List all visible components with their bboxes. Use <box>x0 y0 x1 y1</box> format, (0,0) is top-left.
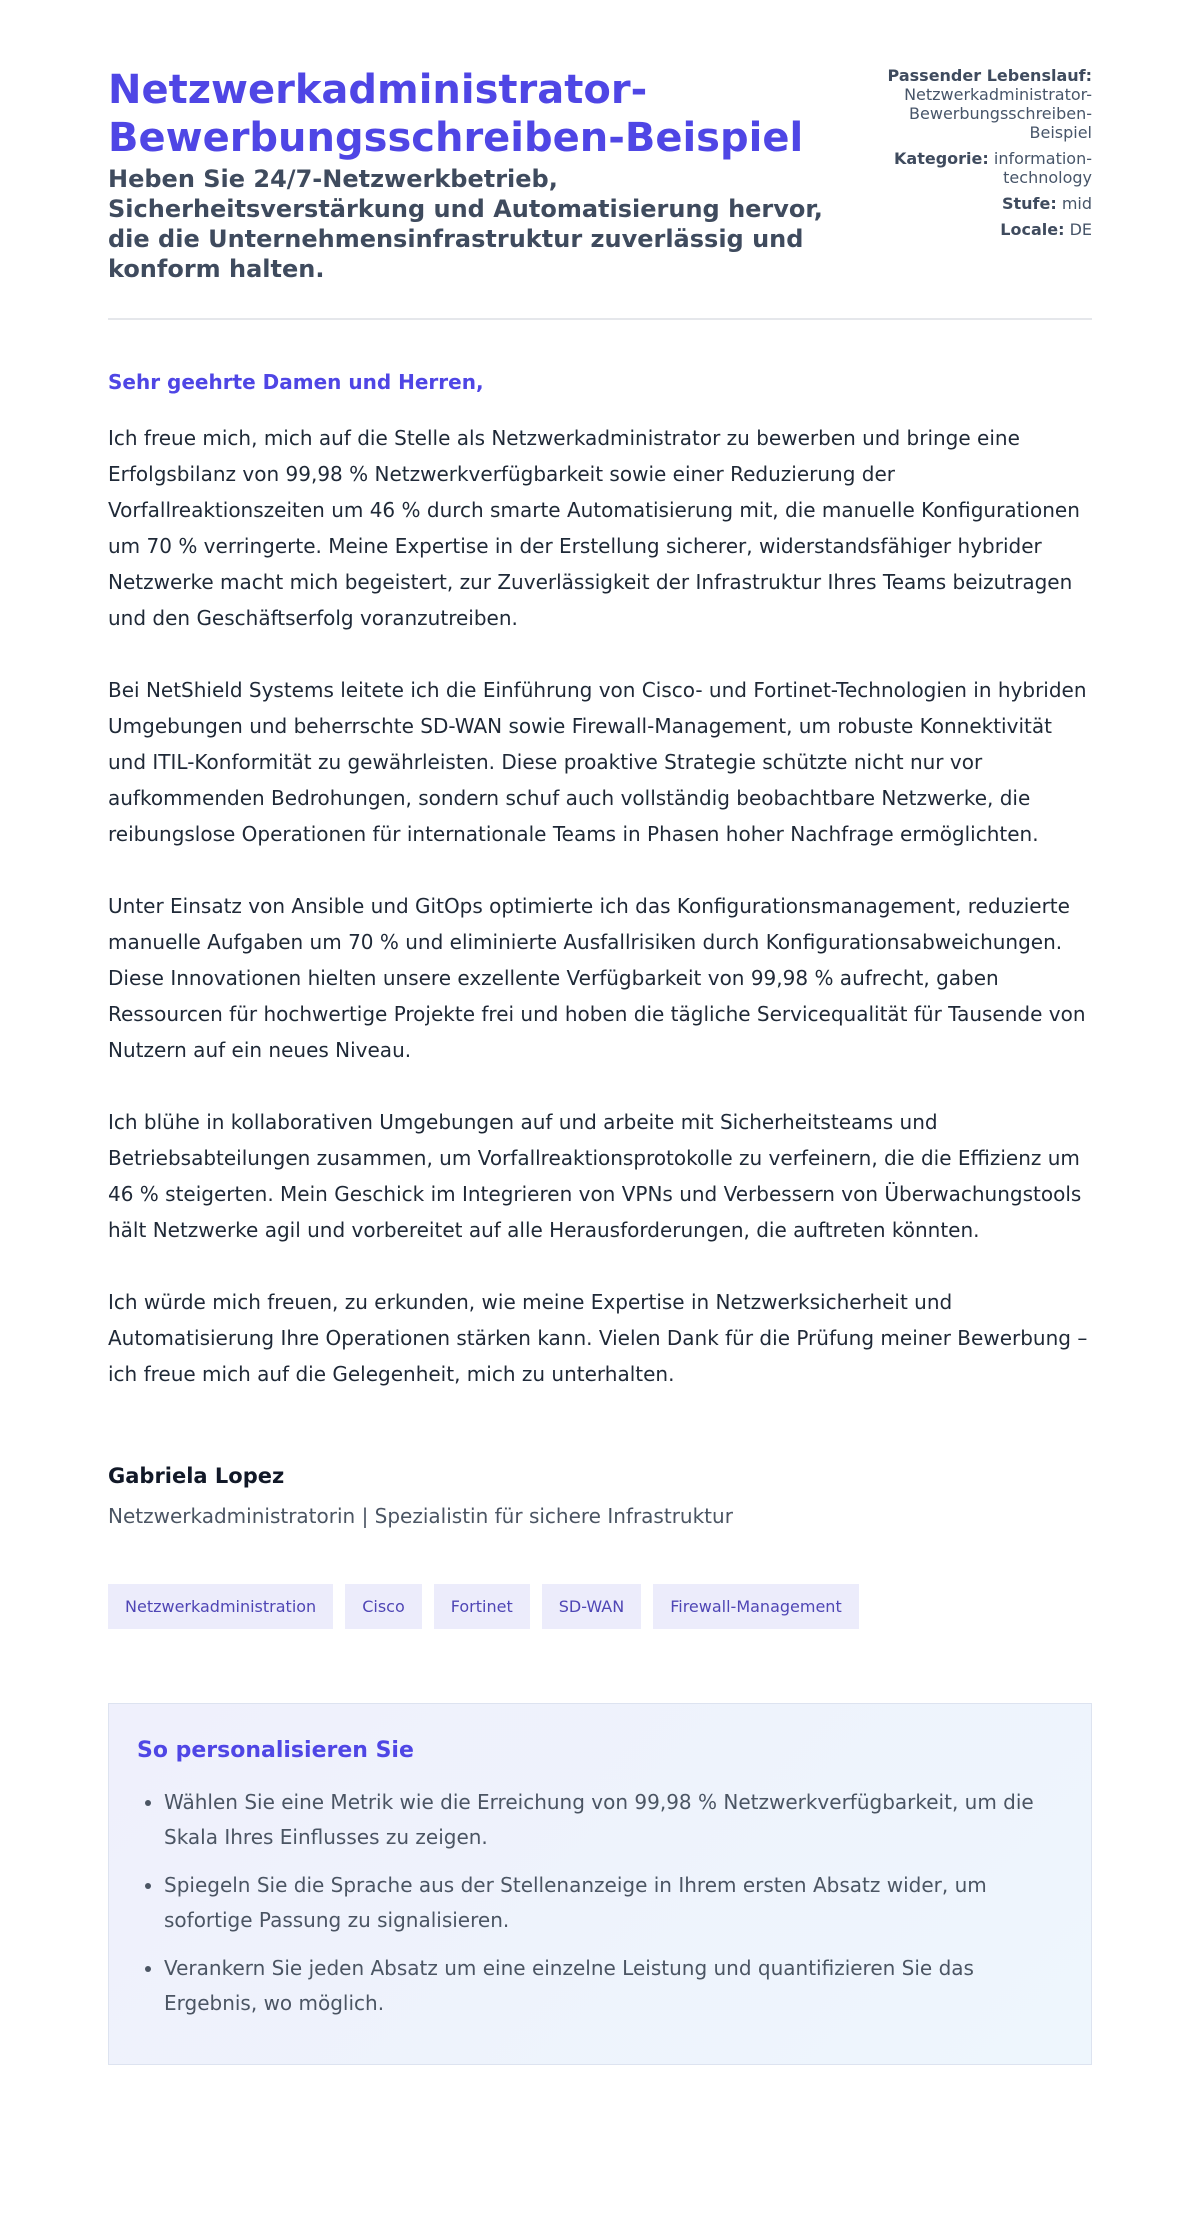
letter-paragraph: Bei NetShield Systems leitete ich die Einführung von Cisco- und Fortinet-Technologien in hybriden Umgebungen und beherrschte SD-WAN sowie Firewall-Management, um robuste Konnektivität und ITIL-Konformität zu gewährleisten. Diese proaktive Strategie schützte nicht nur vor aufkommenden Bedrohungen, sondern schuf auch vollständig beobachtbare Netzwerke, die reibungslose Operationen für internationale Teams in Phasen hoher Nachfrage ermöglichten. <box>108 678 1087 846</box>
meta-locale-label: Locale: <box>1000 220 1065 239</box>
signature-role: Netzwerkadministratorin | Spezialistin für sichere Infrastruktur <box>108 1504 733 1528</box>
page-header <box>108 66 1092 320</box>
signature-name: Gabriela Lopez <box>108 1464 285 1488</box>
letter-paragraph: Ich freue mich, mich auf die Stelle als Netzwerkadministrator zu bewerben und bringe eine Erfolgsbilanz von 99,98 % Netzwerkverfügbarkeit sowie einer Reduzierung der Vorfallreaktionszeiten um 46 % durch smarte Automatisierung mit, die manuelle Konfigurationen um 70 % verringerte. Meine Expertise in der Erstellung sicherer, widerstandsfähiger hybrider Netzwerke macht mich begeistert, zur Zuverlässigkeit der Infrastruktur Ihres Teams beizutragen und den Geschäftserfolg voranzutreiben. <box>108 426 1080 630</box>
letter-greeting: Sehr geehrte Damen und Herren, <box>108 370 484 394</box>
meta-level-value: mid <box>1061 194 1092 213</box>
skill-tag: Cisco <box>345 1584 422 1629</box>
meta-locale-value: DE <box>1069 220 1092 239</box>
skill-tags <box>108 1584 1092 1629</box>
page-subtitle: Heben Sie 24/7-Netzwerkbetrieb, Sicherheitsverstärkung und Automatisierung hervor, die die Unternehmensinfrastruktur zuverlässig und konform halten. <box>108 165 823 283</box>
tips-title: So personalisieren Sie <box>137 1738 414 1763</box>
letter-paragraph: Ich blühe in kollaborativen Umgebungen auf und arbeite mit Sicherheitsteams und Betriebsabteilungen zusammen, um Vorfallreaktionsprotokolle zu verfeinern, die die Effizienz um 46 % steigerten. Mein Geschick im Integrieren von VPNs und Verbessern von Überwachungstools hält Netzwerke agil und vorbereitet auf alle Herausforderungen, die auftreten könnten. <box>108 1110 1082 1242</box>
meta-category-value: information-technology <box>993 149 1092 187</box>
meta-level <box>852 194 1092 213</box>
tip-item: • Spiegeln Sie die Sprache aus der Stellenanzeige in Ihrem ersten Absatz wider, um sofortige Passung zu signalisieren. <box>164 1868 1063 1938</box>
letter-paragraph: Unter Einsatz von Ansible und GitOps optimierte ich das Konfigurationsmanagement, reduzierte manuelle Aufgaben um 70 % und eliminierte Ausfallrisiken durch Konfigurationsabweichungen. Diese Innovationen hielten unsere exzellente Verfügbarkeit von 99,98 % aufrecht, gaben Ressourcen für hochwertige Projekte frei und hoben die tägliche Servicequalität für Tausende von Nutzern auf ein neues Niveau. <box>108 894 1086 1062</box>
meta-category-label: Kategorie: <box>894 149 989 168</box>
meta-category <box>852 149 1092 187</box>
skill-tag: Fortinet <box>434 1584 530 1629</box>
page-title: Netzwerkadministrator-Bewerbungsschreiben-Beispiel <box>108 67 804 161</box>
tip-item: • Verankern Sie jeden Absatz um eine einzelne Leistung und quantifizieren Sie das Ergebnis, wo möglich. <box>164 1951 1063 2021</box>
letter-paragraph: Ich würde mich freuen, zu erkunden, wie meine Expertise in Netzwerksicherheit und Automatisierung Ihre Operationen stärken kann. Vielen Dank für die Prüfung meiner Bewerbung – ich freue mich auf die Gelegenheit, mich zu unterhalten. <box>108 1290 1088 1386</box>
tip-item: • Wählen Sie eine Metrik wie die Erreichung von 99,98 % Netzwerkverfügbarkeit, um die Skala Ihres Einflusses zu zeigen. <box>164 1785 1063 1855</box>
meta-resume <box>852 66 1092 142</box>
meta-resume-value: Netzwerkadministrator-Bewerbungsschreiben-Beispiel <box>904 85 1092 142</box>
meta-locale <box>852 220 1092 239</box>
meta-panel <box>852 66 1092 246</box>
meta-level-label: Stufe: <box>1001 194 1057 213</box>
skill-tag: Firewall-Management <box>653 1584 859 1629</box>
skill-tag: Netzwerkadministration <box>108 1584 333 1629</box>
meta-resume-label: Passender Lebenslauf: <box>887 66 1092 85</box>
skill-tag: SD-WAN <box>542 1584 641 1629</box>
personalization-tips-box <box>108 1703 1092 2065</box>
tips-list <box>137 1785 1063 2021</box>
title-block <box>108 66 828 284</box>
